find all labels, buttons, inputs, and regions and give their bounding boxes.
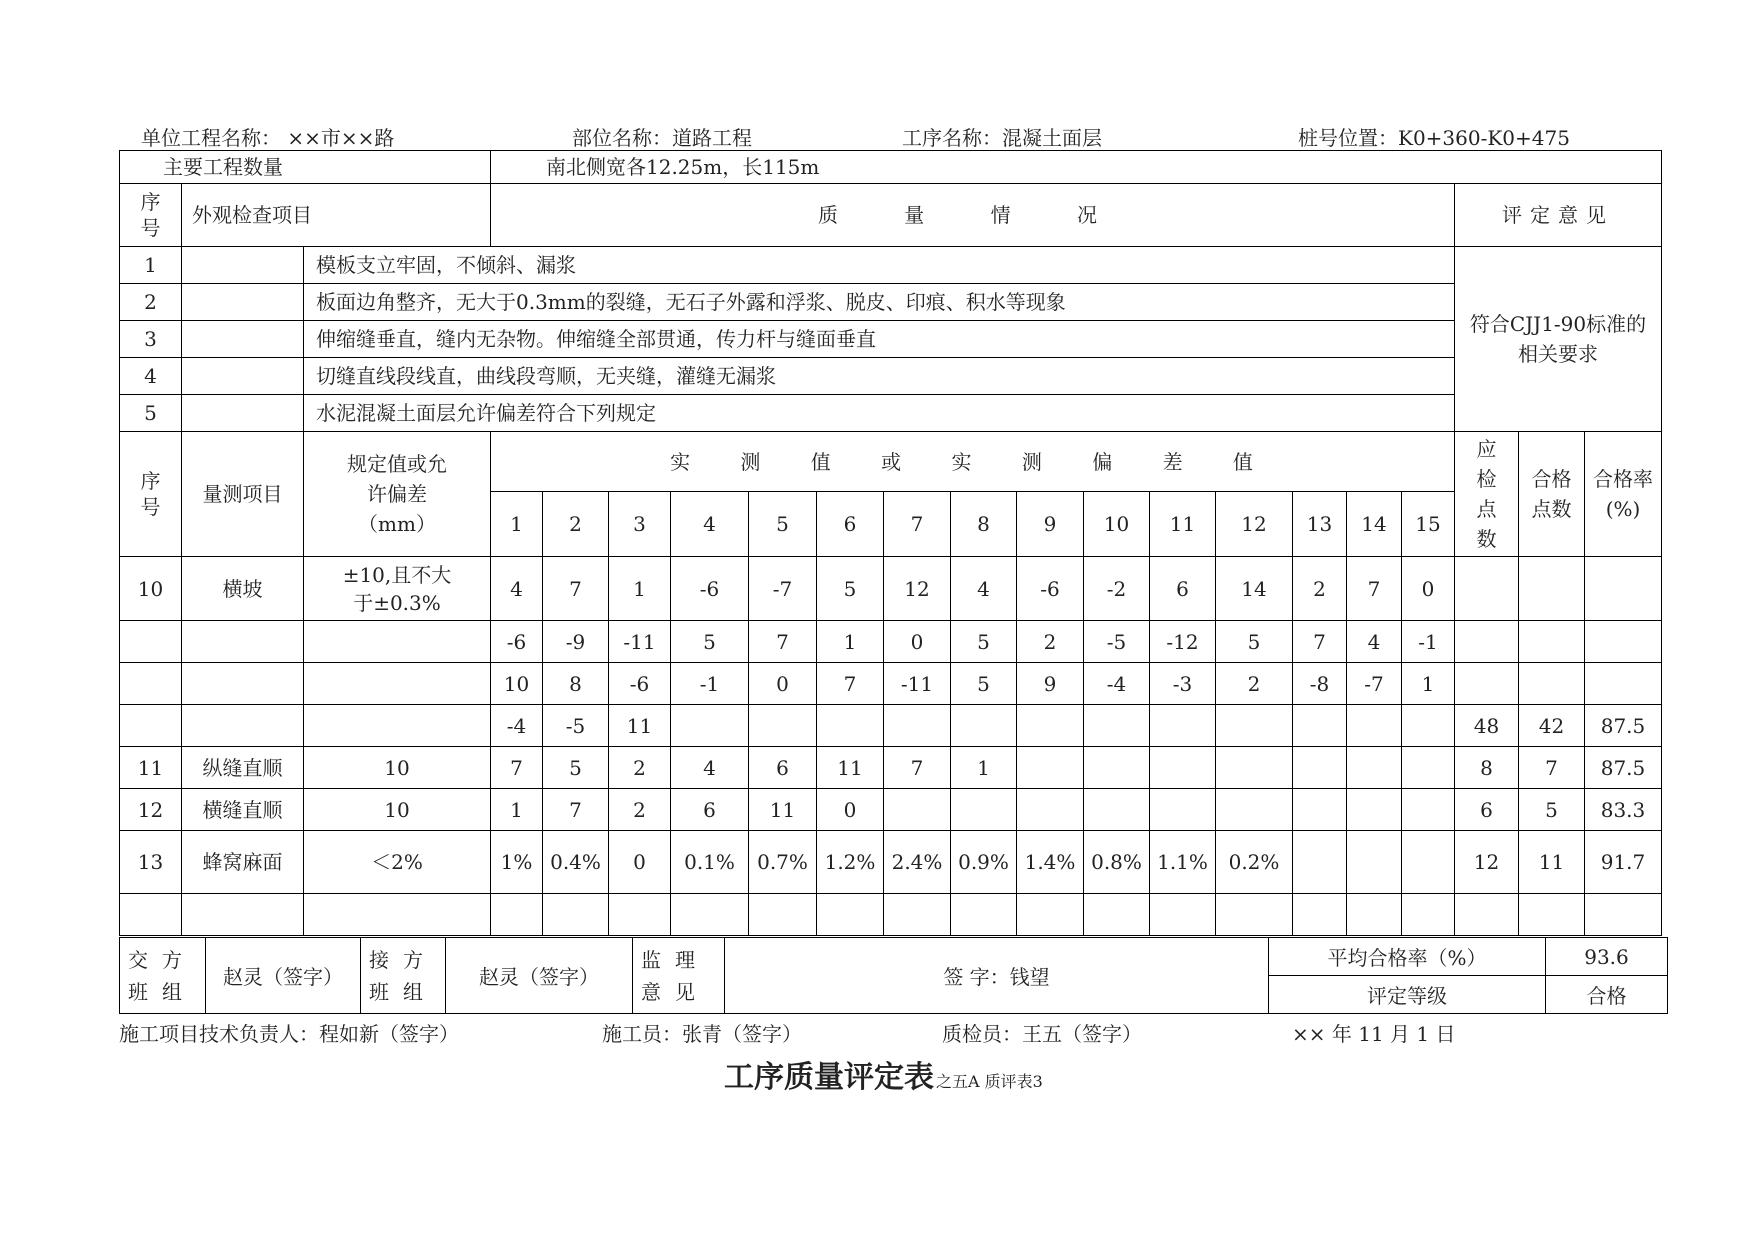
measured-value: -3 bbox=[1150, 663, 1216, 705]
measured-value: 7 bbox=[491, 747, 543, 789]
appearance-item bbox=[182, 395, 304, 432]
point-number: 4 bbox=[671, 492, 749, 557]
measured-value: 1.1% bbox=[1150, 831, 1216, 894]
signoff-table bbox=[119, 937, 1668, 1014]
measured-value bbox=[1084, 705, 1150, 747]
point-number: 13 bbox=[1293, 492, 1347, 557]
measured-value bbox=[1293, 831, 1347, 894]
point-number: 6 bbox=[817, 492, 884, 557]
measure-no bbox=[120, 621, 182, 663]
measured-value bbox=[951, 705, 1017, 747]
measured-value: 0.4% bbox=[543, 831, 609, 894]
measured-value bbox=[1347, 894, 1402, 936]
measured-value bbox=[1402, 894, 1455, 936]
measured-value: 0.9% bbox=[951, 831, 1017, 894]
pass-header: 合格点数 bbox=[1519, 432, 1585, 557]
measured-value: 5 bbox=[951, 621, 1017, 663]
grade-label: 评定等级 bbox=[1269, 976, 1546, 1014]
measured-value: 5 bbox=[543, 747, 609, 789]
measured-value: -12 bbox=[1150, 621, 1216, 663]
tech-lead: 施工项目技术负责人：程如新（签字） bbox=[119, 1022, 459, 1046]
measure-rate bbox=[1585, 621, 1662, 663]
point-number: 8 bbox=[951, 492, 1017, 557]
measure-points: 8 bbox=[1455, 747, 1519, 789]
measure-rate: 83.3 bbox=[1585, 789, 1662, 831]
measure-no bbox=[120, 705, 182, 747]
measured-value: -5 bbox=[1084, 621, 1150, 663]
measure-item: 纵缝直顺 bbox=[182, 747, 304, 789]
measured-value bbox=[1293, 894, 1347, 936]
measured-value: 5 bbox=[1216, 621, 1293, 663]
measure-spec: 10 bbox=[304, 789, 491, 831]
point-number: 9 bbox=[1017, 492, 1084, 557]
point-number: 10 bbox=[1084, 492, 1150, 557]
measure-pass: 7 bbox=[1519, 747, 1585, 789]
measured-value: -11 bbox=[884, 663, 951, 705]
measured-value: 1 bbox=[609, 557, 671, 621]
measured-value: -1 bbox=[1402, 621, 1455, 663]
measure-item bbox=[182, 894, 304, 936]
part-name: 部位名称：道路工程 bbox=[572, 126, 752, 150]
measured-value: 0 bbox=[1402, 557, 1455, 621]
measured-value bbox=[1347, 705, 1402, 747]
measured-value: 5 bbox=[817, 557, 884, 621]
measured-value: 1.2% bbox=[817, 831, 884, 894]
point-number: 7 bbox=[884, 492, 951, 557]
measured-value bbox=[749, 705, 817, 747]
measured-value: 12 bbox=[884, 557, 951, 621]
measured-value: -5 bbox=[543, 705, 609, 747]
measured-value: 10 bbox=[491, 663, 543, 705]
measured-value: 4 bbox=[951, 557, 1017, 621]
measured-value: 0.8% bbox=[1084, 831, 1150, 894]
point-number: 14 bbox=[1347, 492, 1402, 557]
measured-value bbox=[1347, 831, 1402, 894]
measured-value bbox=[1402, 705, 1455, 747]
measure-no bbox=[120, 663, 182, 705]
supervisor-label: 监理意见 bbox=[633, 938, 725, 1014]
measured-value: -7 bbox=[749, 557, 817, 621]
measured-value: 0 bbox=[609, 831, 671, 894]
measured-value: 7 bbox=[1347, 557, 1402, 621]
measure-pass bbox=[1519, 621, 1585, 663]
measured-value: 7 bbox=[543, 789, 609, 831]
measured-value: 1 bbox=[491, 789, 543, 831]
measure-row bbox=[120, 621, 1662, 663]
measured-value: 11 bbox=[609, 705, 671, 747]
point-number: 12 bbox=[1216, 492, 1293, 557]
report-date: ×× 年 11 月 1 日 bbox=[1292, 1022, 1456, 1046]
measured-value bbox=[491, 894, 543, 936]
receiver-value: 赵灵（签字） bbox=[446, 938, 633, 1014]
measure-rate: 87.5 bbox=[1585, 705, 1662, 747]
station-position: 桩号位置：K0+360-K0+475 bbox=[1298, 126, 1570, 150]
measured-value: 1% bbox=[491, 831, 543, 894]
measure-spec: ＜2% bbox=[304, 831, 491, 894]
measured-value: -8 bbox=[1293, 663, 1347, 705]
appearance-text: 切缝直线段线直，曲线段弯顺，无夹缝，灌缝无漏浆 bbox=[304, 358, 1455, 395]
measure-row bbox=[120, 557, 1662, 621]
measured-value bbox=[1216, 894, 1293, 936]
measured-value bbox=[884, 705, 951, 747]
measured-value: 7 bbox=[884, 747, 951, 789]
appearance-text: 模板支立牢固，不倾斜、漏浆 bbox=[304, 247, 1455, 284]
measured-value: 14 bbox=[1216, 557, 1293, 621]
measure-pass bbox=[1519, 663, 1585, 705]
measured-value bbox=[1402, 747, 1455, 789]
measure-row bbox=[120, 705, 1662, 747]
measured-value bbox=[1150, 705, 1216, 747]
avg-rate-value: 93.6 bbox=[1546, 938, 1668, 976]
measured-value: 5 bbox=[671, 621, 749, 663]
measured-value: 2 bbox=[1293, 557, 1347, 621]
measure-rate: 87.5 bbox=[1585, 747, 1662, 789]
measured-value: 7 bbox=[749, 621, 817, 663]
quantity-value: 南北侧宽各12.25m，长115m bbox=[491, 151, 1662, 184]
appearance-seq-header: 序号 bbox=[120, 184, 182, 247]
measured-value bbox=[817, 894, 884, 936]
measured-value: 11 bbox=[749, 789, 817, 831]
measure-pass bbox=[1519, 557, 1585, 621]
measured-value: 1 bbox=[951, 747, 1017, 789]
point-number: 11 bbox=[1150, 492, 1216, 557]
measured-value: 7 bbox=[1293, 621, 1347, 663]
worker: 施工员：张青（签字） bbox=[602, 1022, 802, 1046]
measured-value bbox=[1017, 705, 1084, 747]
measured-value bbox=[1293, 747, 1347, 789]
measured-value bbox=[1293, 789, 1347, 831]
measured-value bbox=[1293, 705, 1347, 747]
measure-pass: 5 bbox=[1519, 789, 1585, 831]
measured-value bbox=[1347, 747, 1402, 789]
measure-rate bbox=[1585, 557, 1662, 621]
measured-value bbox=[951, 894, 1017, 936]
appearance-no: 5 bbox=[120, 395, 182, 432]
measured-value bbox=[1402, 831, 1455, 894]
measured-value: -4 bbox=[1084, 663, 1150, 705]
measure-item: 横缝直顺 bbox=[182, 789, 304, 831]
measured-value: 11 bbox=[817, 747, 884, 789]
spec-header: 规定值或允许偏差（mm） bbox=[304, 432, 491, 557]
measure-spec bbox=[304, 894, 491, 936]
measure-no: 13 bbox=[120, 831, 182, 894]
measured-value: -9 bbox=[543, 621, 609, 663]
appearance-text: 板面边角整齐，无大于0.3mm的裂缝，无石子外露和浮浆、脱皮、印痕、积水等现象 bbox=[304, 284, 1455, 321]
measure-no: 11 bbox=[120, 747, 182, 789]
measure-item bbox=[182, 621, 304, 663]
appearance-item bbox=[182, 284, 304, 321]
appearance-no: 1 bbox=[120, 247, 182, 284]
quantity-label: 主要工程数量 bbox=[120, 151, 491, 184]
appearance-text: 水泥混凝土面层允许偏差符合下列规定 bbox=[304, 395, 1455, 432]
measured-value: 2 bbox=[609, 747, 671, 789]
measure-points: 48 bbox=[1455, 705, 1519, 747]
appearance-item bbox=[182, 358, 304, 395]
measure-points bbox=[1455, 557, 1519, 621]
point-number: 15 bbox=[1402, 492, 1455, 557]
measure-seq-header: 序号 bbox=[120, 432, 182, 557]
opinion-header: 评定意见 bbox=[1455, 184, 1662, 247]
measure-pass: 11 bbox=[1519, 831, 1585, 894]
measured-value: 6 bbox=[1150, 557, 1216, 621]
measured-value: 2.4% bbox=[884, 831, 951, 894]
point-number: 1 bbox=[491, 492, 543, 557]
handover-value: 赵灵（签字） bbox=[206, 938, 361, 1014]
measure-rate: 91.7 bbox=[1585, 831, 1662, 894]
measured-value: 0.2% bbox=[1216, 831, 1293, 894]
measured-value bbox=[1084, 789, 1150, 831]
measure-points: 6 bbox=[1455, 789, 1519, 831]
measure-spec bbox=[304, 663, 491, 705]
appearance-text: 伸缩缝垂直，缝内无杂物。伸缩缝全部贯通，传力杆与缝面垂直 bbox=[304, 321, 1455, 358]
measured-value: 0.1% bbox=[671, 831, 749, 894]
receiver-label: 接方班组 bbox=[361, 938, 446, 1014]
measured-value: 0.7% bbox=[749, 831, 817, 894]
measure-spec: 10 bbox=[304, 747, 491, 789]
inspector: 质检员：王五（签字） bbox=[942, 1022, 1142, 1046]
measure-spec bbox=[304, 621, 491, 663]
measure-item bbox=[182, 663, 304, 705]
measured-value: 0 bbox=[884, 621, 951, 663]
point-number: 2 bbox=[543, 492, 609, 557]
measure-no: 10 bbox=[120, 557, 182, 621]
measured-value bbox=[884, 894, 951, 936]
measure-rate bbox=[1585, 663, 1662, 705]
measured-value: 1 bbox=[817, 621, 884, 663]
measure-row bbox=[120, 663, 1662, 705]
measured-value: 8 bbox=[543, 663, 609, 705]
measured-value: -6 bbox=[671, 557, 749, 621]
measured-value bbox=[671, 705, 749, 747]
measure-item bbox=[182, 705, 304, 747]
measured-value: 5 bbox=[951, 663, 1017, 705]
appearance-no: 3 bbox=[120, 321, 182, 358]
measure-points bbox=[1455, 663, 1519, 705]
measured-value bbox=[1017, 894, 1084, 936]
measured-value: 1.4% bbox=[1017, 831, 1084, 894]
measured-value: 2 bbox=[609, 789, 671, 831]
measured-value bbox=[1216, 747, 1293, 789]
measured-value: 4 bbox=[1347, 621, 1402, 663]
measured-value: 0 bbox=[749, 663, 817, 705]
measure-pass: 42 bbox=[1519, 705, 1585, 747]
measured-value: 6 bbox=[749, 747, 817, 789]
measured-value: 9 bbox=[1017, 663, 1084, 705]
point-number: 5 bbox=[749, 492, 817, 557]
measure-row bbox=[120, 831, 1662, 894]
measure-no bbox=[120, 894, 182, 936]
process-name: 工序名称：混凝土面层 bbox=[902, 126, 1102, 150]
measured-value: -6 bbox=[491, 621, 543, 663]
measured-value: 2 bbox=[1216, 663, 1293, 705]
measured-value: 6 bbox=[671, 789, 749, 831]
values-header: 实 测 值 或 实 测 偏 差 值 bbox=[491, 432, 1455, 492]
measured-value: -11 bbox=[609, 621, 671, 663]
title-main: 工序质量评定表 bbox=[724, 1060, 934, 1095]
measured-value bbox=[884, 789, 951, 831]
measured-value: 2 bbox=[1017, 621, 1084, 663]
appearance-item-header: 外观检查项目 bbox=[182, 184, 491, 247]
measure-row bbox=[120, 789, 1662, 831]
quality-header: 质 量 情 况 bbox=[491, 184, 1455, 247]
unit-name: 单位工程名称： ××市××路 bbox=[141, 126, 395, 150]
measured-value: 7 bbox=[543, 557, 609, 621]
measured-value: -7 bbox=[1347, 663, 1402, 705]
measured-value bbox=[671, 894, 749, 936]
measured-value: 0 bbox=[817, 789, 884, 831]
measure-points: 12 bbox=[1455, 831, 1519, 894]
appearance-item bbox=[182, 247, 304, 284]
measure-item-header: 量测项目 bbox=[182, 432, 304, 557]
measured-value bbox=[1216, 789, 1293, 831]
measure-points bbox=[1455, 894, 1519, 936]
measured-value bbox=[817, 705, 884, 747]
measured-value bbox=[1347, 789, 1402, 831]
measure-pass bbox=[1519, 894, 1585, 936]
measured-value bbox=[1150, 789, 1216, 831]
measured-value bbox=[1216, 705, 1293, 747]
measured-value: -2 bbox=[1084, 557, 1150, 621]
measure-row bbox=[120, 747, 1662, 789]
measured-value bbox=[1017, 747, 1084, 789]
measured-value bbox=[1084, 747, 1150, 789]
avg-rate-label: 平均合格率（%） bbox=[1269, 938, 1546, 976]
measured-value: -6 bbox=[609, 663, 671, 705]
evaluation-table bbox=[119, 150, 1662, 936]
measure-no: 12 bbox=[120, 789, 182, 831]
measured-value bbox=[543, 894, 609, 936]
measured-value: 4 bbox=[671, 747, 749, 789]
measure-rate bbox=[1585, 894, 1662, 936]
handover-label: 交方班组 bbox=[120, 938, 206, 1014]
measured-value bbox=[609, 894, 671, 936]
opinion-value: 符合CJJ1-90标准的相关要求 bbox=[1455, 247, 1662, 432]
measured-value bbox=[1084, 894, 1150, 936]
measured-value: -1 bbox=[671, 663, 749, 705]
measure-points bbox=[1455, 621, 1519, 663]
measured-value: -6 bbox=[1017, 557, 1084, 621]
point-number: 3 bbox=[609, 492, 671, 557]
measure-spec bbox=[304, 705, 491, 747]
rate-header: 合格率(%) bbox=[1585, 432, 1662, 557]
measure-spec: ±10,且不大于±0.3% bbox=[304, 557, 491, 621]
document-title bbox=[724, 1052, 1043, 1096]
measure-item: 蜂窝麻面 bbox=[182, 831, 304, 894]
measured-value: 4 bbox=[491, 557, 543, 621]
measured-value bbox=[1150, 747, 1216, 789]
measured-value: 7 bbox=[817, 663, 884, 705]
measured-value bbox=[1402, 789, 1455, 831]
points-header: 应检点数 bbox=[1455, 432, 1519, 557]
measure-item: 横坡 bbox=[182, 557, 304, 621]
appearance-no: 4 bbox=[120, 358, 182, 395]
measured-value bbox=[1150, 894, 1216, 936]
grade-value: 合格 bbox=[1546, 976, 1668, 1014]
measured-value bbox=[1017, 789, 1084, 831]
measured-value bbox=[951, 789, 1017, 831]
measure-row bbox=[120, 894, 1662, 936]
measured-value: 1 bbox=[1402, 663, 1455, 705]
measured-value bbox=[749, 894, 817, 936]
appearance-no: 2 bbox=[120, 284, 182, 321]
supervisor-value: 签 字：钱望 bbox=[725, 938, 1269, 1014]
title-sub: 之五A 质评表3 bbox=[936, 1072, 1043, 1091]
measured-value: -4 bbox=[491, 705, 543, 747]
appearance-item bbox=[182, 321, 304, 358]
